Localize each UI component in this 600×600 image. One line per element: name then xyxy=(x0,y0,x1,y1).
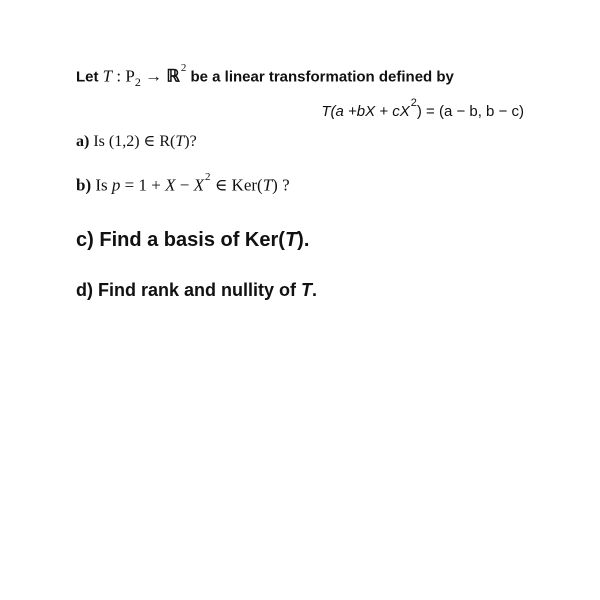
question-a-label: a) xyxy=(76,133,90,150)
question-b-var: p xyxy=(111,175,121,195)
question-b-minus: − xyxy=(175,175,194,195)
map-name: T xyxy=(102,66,113,86)
codomain-space: ℝ xyxy=(166,66,180,86)
question-a xyxy=(76,131,197,151)
arrow: → xyxy=(140,66,167,86)
question-c-var: T xyxy=(284,229,298,251)
question-a-pre: Is (1,2) ∈ R( xyxy=(89,133,176,150)
question-c-post: ). xyxy=(297,229,310,251)
question-d xyxy=(76,280,317,301)
question-b-exponent: 2 xyxy=(204,171,211,183)
transformation-formula xyxy=(321,97,524,120)
question-c-text: Find a basis of Ker( xyxy=(93,229,285,251)
question-b xyxy=(76,171,290,196)
let-word: Let xyxy=(76,68,103,86)
question-a-var: T xyxy=(175,133,185,150)
question-a-post: )? xyxy=(184,133,197,150)
formula-rhs: ) = (a − b, b − c) xyxy=(416,103,524,120)
domain-space: P xyxy=(125,66,135,86)
question-b-pre: Is xyxy=(91,175,112,195)
question-b-post-pre: ∈ Ker( xyxy=(210,175,263,195)
formula-lhs: T(a +bX + cX xyxy=(321,103,410,120)
question-b-x1: X xyxy=(165,175,176,195)
question-d-var: T xyxy=(301,280,313,300)
codomain-exponent: 2 xyxy=(180,62,187,74)
question-d-text: Find rank and nullity of xyxy=(93,280,302,300)
question-c-label: c) xyxy=(76,229,94,251)
question-b-x2: X xyxy=(193,175,204,195)
problem-statement xyxy=(76,62,454,90)
colon: : xyxy=(112,66,126,86)
question-d-post: . xyxy=(312,280,318,300)
question-d-label: d) xyxy=(76,280,93,300)
question-b-var2: T xyxy=(262,175,273,195)
domain-subscript: 2 xyxy=(134,75,141,90)
question-b-expr: = 1 + xyxy=(120,175,166,195)
question-c xyxy=(76,229,309,252)
question-b-label: b) xyxy=(76,175,92,195)
intro-rest: be a linear transformation defined by xyxy=(186,68,454,86)
question-b-post: ) ? xyxy=(272,175,290,195)
formula-exponent: 2 xyxy=(410,97,417,109)
